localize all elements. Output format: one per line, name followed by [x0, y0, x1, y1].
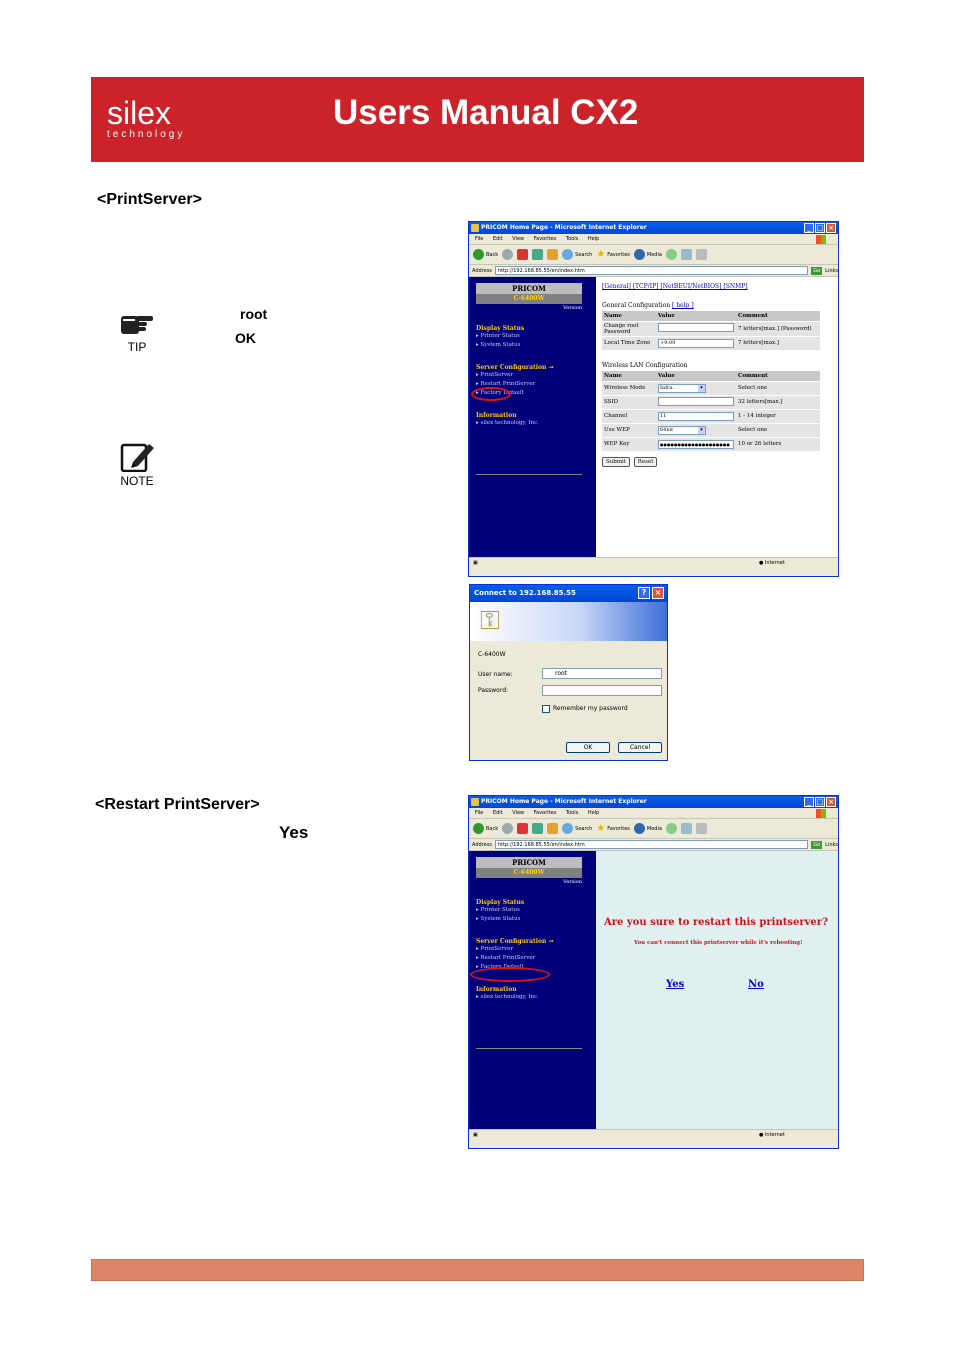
- remember-label: Remember my password: [553, 705, 628, 712]
- wireless-config-title: Wireless LAN Configuration: [602, 362, 688, 369]
- printserver-heading: <PrintServer>: [97, 191, 202, 208]
- menu-help[interactable]: Help: [587, 810, 600, 816]
- links-label[interactable]: Links: [825, 267, 838, 274]
- channel-input[interactable]: 11: [658, 412, 734, 421]
- back-arrow-icon: [473, 249, 484, 260]
- highlight-oval-restart: [470, 967, 550, 982]
- ie-titlebar: [469, 796, 838, 808]
- sidebar-item-restart[interactable]: ▸ Restart PrintServer: [476, 381, 536, 387]
- note-label: NOTE: [120, 474, 154, 488]
- favorites-button[interactable]: [596, 245, 630, 265]
- ie-window-icon: [471, 224, 479, 232]
- table-row: [602, 381, 820, 395]
- menu-help[interactable]: Help: [587, 236, 600, 242]
- footer-bar: [91, 1259, 864, 1281]
- dialog-title: Connect to 192.168.85.55: [474, 589, 576, 597]
- tip-label: TIP: [127, 340, 147, 354]
- row-comment: 32 letters[max.]: [736, 395, 820, 409]
- ie-window-printserver: [468, 221, 839, 577]
- display-status-heading: Display Status: [476, 899, 525, 906]
- ie-title-text: PRICOM Home Page - Microsoft Internet Explorer: [481, 798, 647, 805]
- company-label: silex technology, Inc.: [480, 420, 539, 426]
- search-button[interactable]: [562, 819, 592, 839]
- brand-model: C-6400W: [476, 868, 582, 878]
- address-input[interactable]: http://192.168.85.55/en/index.htm: [495, 840, 808, 849]
- stop-icon[interactable]: [517, 249, 528, 260]
- brand-version: Version: [563, 305, 582, 311]
- row-name: Channel: [602, 409, 656, 423]
- ie-title-text: PRICOM Home Page - Microsoft Internet Explorer: [481, 224, 647, 231]
- no-link[interactable]: No: [748, 979, 764, 990]
- page-icon: ▣: [473, 560, 478, 566]
- sidebar-item-factory[interactable]: ▸ Factory Default: [476, 964, 524, 970]
- row-comment: 7 letters[max.]: [736, 336, 820, 350]
- refresh-icon[interactable]: [532, 249, 543, 260]
- dialog-realm: C-6400W: [478, 651, 506, 658]
- forward-icon[interactable]: [502, 823, 513, 834]
- sidebar-item-printserver[interactable]: ▸ PrintServer: [476, 372, 513, 378]
- restart-label: Restart PrintServer: [480, 381, 536, 387]
- sidebar: [469, 277, 596, 557]
- sidebar-display-status: [476, 325, 596, 350]
- links-label[interactable]: Links: [825, 841, 838, 848]
- server-config-label: Server Configuration: [476, 364, 547, 371]
- sidebar-item-printserver[interactable]: ▸ PrintServer: [476, 946, 513, 952]
- system-status-label: System Status: [480, 916, 521, 922]
- menu-favorites[interactable]: Favorites: [533, 236, 557, 242]
- favorites-label: Favorites: [607, 251, 630, 258]
- dialog-banner: [470, 602, 667, 641]
- key-icon: ⊸: [548, 938, 554, 945]
- row-comment: 7 letters[max.] (Password): [736, 321, 820, 336]
- row-name: Change root Password: [602, 321, 656, 336]
- print-icon[interactable]: [696, 249, 707, 260]
- ie-menubar: [469, 234, 838, 245]
- sidebar-brand: [476, 857, 582, 885]
- search-label: Search: [575, 251, 593, 258]
- sidebar-item-printer-status[interactable]: ▸ Printer Status: [476, 907, 520, 913]
- windows-logo-icon: [816, 235, 826, 244]
- col-name: Name: [602, 371, 656, 381]
- table-row: [602, 395, 820, 409]
- media-icon: [634, 823, 645, 834]
- pointing-hand-icon: [119, 310, 155, 338]
- row-name: SSID: [602, 395, 656, 409]
- username-value: root: [555, 670, 568, 677]
- menu-view[interactable]: View: [512, 236, 525, 242]
- address-label: Address: [472, 267, 492, 274]
- ok-keyword: OK: [235, 330, 256, 346]
- search-button[interactable]: [562, 245, 592, 265]
- sidebar-information: [476, 986, 596, 1002]
- sidebar-item-printer-status[interactable]: ▸ Printer Status: [476, 333, 520, 339]
- forward-icon[interactable]: [502, 249, 513, 260]
- general-config-title: [602, 302, 838, 309]
- config-tab-links[interactable]: [General] [TCP/IP] [NetBEUI/NetBIOS] [SNMP]: [602, 283, 748, 290]
- restart-heading: <Restart PrintServer>: [95, 796, 260, 813]
- silex-logo: [107, 97, 185, 140]
- submit-button[interactable]: Submit: [602, 457, 630, 467]
- server-config-label: Server Configuration: [476, 938, 547, 945]
- star-icon: ★: [596, 822, 606, 834]
- password-label: Password:: [478, 687, 509, 694]
- refresh-icon[interactable]: [532, 823, 543, 834]
- col-value: Value: [656, 311, 736, 321]
- maximize-icon[interactable]: □: [816, 798, 824, 806]
- col-name: Name: [602, 311, 656, 321]
- sidebar-item-factory[interactable]: ▸ Factory Default: [476, 390, 524, 396]
- root-keyword: root: [240, 306, 268, 322]
- brand-version: Version: [563, 879, 582, 885]
- ie-addressbar: [469, 265, 838, 277]
- help-link[interactable]: [ help ]: [671, 302, 694, 309]
- root-password-input[interactable]: [658, 323, 734, 332]
- ie-page-body: [469, 851, 838, 1129]
- table-row: [602, 321, 820, 336]
- mail-icon[interactable]: [681, 249, 692, 260]
- sidebar-item-system-status[interactable]: ▸ System Status: [476, 342, 521, 348]
- sidebar: [469, 851, 596, 1129]
- go-button[interactable]: Go: [813, 841, 821, 848]
- sidebar-item-company[interactable]: ▸ silex technology, Inc.: [476, 420, 539, 426]
- close-icon[interactable]: ×: [652, 587, 664, 599]
- minimize-icon[interactable]: _: [804, 223, 814, 233]
- row-comment: 10 or 26 letters: [736, 437, 820, 451]
- ie-menubar: [469, 808, 838, 819]
- logo-word: silex: [107, 95, 172, 131]
- windows-logo-icon: [816, 809, 826, 818]
- yes-link[interactable]: Yes: [666, 979, 685, 990]
- ok-button[interactable]: OK: [566, 742, 610, 753]
- address-label: Address: [472, 841, 492, 848]
- wep-key-input[interactable]: ●●●●●●●●●●●●●●●●●●●●: [658, 440, 734, 449]
- table-row: [602, 336, 820, 350]
- key-icon: ⊸: [548, 364, 554, 371]
- wireless-mode-select[interactable]: Infra. ▾: [658, 384, 706, 393]
- back-label: Back: [486, 251, 499, 258]
- ie-window-icon: [471, 798, 479, 806]
- ie-addressbar: [469, 839, 838, 851]
- col-comment: Comment: [736, 371, 820, 381]
- logo-sub: technology: [107, 129, 186, 140]
- username-input[interactable]: [542, 668, 662, 679]
- general-title-text: General Configuration: [602, 302, 671, 309]
- use-wep-select[interactable]: 64bit ▾: [658, 426, 706, 435]
- menu-file[interactable]: File: [475, 810, 484, 816]
- help-icon[interactable]: ?: [638, 587, 650, 599]
- restart-warning: You can't connect this printserver while it's rebooting!: [634, 940, 803, 946]
- page-title: Users Manual CX2: [333, 93, 639, 132]
- internet-zone: ● Internet: [759, 1132, 785, 1138]
- row-comment: Select one: [736, 423, 820, 437]
- username-label: User name:: [478, 671, 513, 678]
- ssid-input[interactable]: [658, 397, 734, 406]
- minimize-icon[interactable]: _: [804, 797, 814, 807]
- sidebar-item-system-status[interactable]: ▸ System Status: [476, 916, 521, 922]
- brand-name: PRICOM: [476, 857, 582, 868]
- search-label: Search: [575, 825, 593, 832]
- brand-name: PRICOM: [476, 283, 582, 294]
- media-label: Media: [646, 251, 662, 258]
- search-icon: [562, 823, 573, 834]
- address-input[interactable]: http://192.168.85.55/en/index.htm: [495, 266, 808, 275]
- printer-status-label: Printer Status: [480, 333, 520, 339]
- close-icon[interactable]: ×: [826, 797, 836, 807]
- media-button[interactable]: [634, 819, 662, 839]
- sidebar-information: [476, 412, 596, 428]
- back-button[interactable]: [473, 819, 498, 839]
- home-icon[interactable]: [547, 823, 558, 834]
- ie-toolbar: [469, 819, 838, 839]
- media-icon: [634, 249, 645, 260]
- go-button[interactable]: Go: [813, 267, 821, 274]
- sidebar-divider: [476, 1048, 582, 1049]
- login-dialog: [469, 584, 668, 761]
- sidebar-item-company[interactable]: ▸ silex technology, Inc.: [476, 994, 539, 1000]
- reset-button[interactable]: Reset: [634, 457, 658, 467]
- search-icon: [562, 249, 573, 260]
- table-row: [602, 409, 820, 423]
- company-label: silex technology, Inc.: [480, 994, 539, 1000]
- history-icon[interactable]: [666, 249, 677, 260]
- note-icon: [117, 440, 157, 494]
- dialog-titlebar: [470, 585, 667, 602]
- ie-page-body: [469, 277, 838, 557]
- tip-icon: [117, 310, 157, 364]
- favorites-label: Favorites: [607, 825, 630, 832]
- printer-status-label: Printer Status: [480, 907, 520, 913]
- menu-edit[interactable]: Edit: [492, 810, 503, 816]
- mail-icon[interactable]: [681, 823, 692, 834]
- back-button[interactable]: [473, 245, 498, 265]
- restart-confirm-pane: [596, 851, 838, 1129]
- printserver-label: PrintServer: [480, 946, 513, 952]
- header-banner: [91, 77, 864, 162]
- row-comment: 1 - 14 integer: [736, 409, 820, 423]
- col-comment: Comment: [736, 311, 820, 321]
- menu-view[interactable]: View: [512, 810, 525, 816]
- favorites-button[interactable]: [596, 819, 630, 839]
- col-value: Value: [656, 371, 736, 381]
- display-status-heading: Display Status: [476, 325, 525, 332]
- menu-file[interactable]: File: [475, 236, 484, 242]
- row-name: Wireless Mode: [602, 381, 656, 395]
- printserver-label: PrintServer: [480, 372, 513, 378]
- row-name: Local Time Zone: [602, 336, 656, 350]
- server-config-heading: [476, 938, 596, 945]
- sidebar-display-status: [476, 899, 596, 924]
- media-label: Media: [646, 825, 662, 832]
- restart-question: Are you sure to restart this printserver?: [604, 917, 828, 928]
- menu-favorites[interactable]: Favorites: [533, 810, 557, 816]
- timezone-input[interactable]: +9:00: [658, 339, 734, 348]
- config-content: [596, 277, 838, 557]
- star-icon: ★: [596, 248, 606, 260]
- zone-label: Internet: [764, 1132, 785, 1138]
- home-icon[interactable]: [547, 249, 558, 260]
- wireless-config-table: [602, 371, 820, 451]
- information-heading: Information: [476, 412, 517, 419]
- history-icon[interactable]: [666, 823, 677, 834]
- general-config-table: [602, 311, 820, 350]
- highlight-oval-printserver: [471, 387, 511, 401]
- menu-tools[interactable]: Tools: [565, 810, 579, 816]
- notepad-pencil-icon: [119, 440, 155, 472]
- table-row: [602, 437, 820, 451]
- row-name: WEP Key: [602, 437, 656, 451]
- sidebar-item-restart[interactable]: ▸ Restart PrintServer: [476, 955, 536, 961]
- menu-edit[interactable]: Edit: [492, 236, 503, 242]
- information-heading: Information: [476, 986, 517, 993]
- row-name: Use WEP: [602, 423, 656, 437]
- ie-toolbar: [469, 245, 838, 265]
- media-button[interactable]: [634, 245, 662, 265]
- print-icon[interactable]: [696, 823, 707, 834]
- back-label: Back: [486, 825, 499, 832]
- internet-zone: ● Internet: [759, 560, 785, 566]
- sidebar-divider: [476, 474, 582, 475]
- maximize-icon[interactable]: □: [816, 224, 824, 232]
- restart-label: Restart PrintServer: [480, 955, 536, 961]
- page-icon: ▣: [473, 1132, 478, 1138]
- stop-icon[interactable]: [517, 823, 528, 834]
- menu-tools[interactable]: Tools: [565, 236, 579, 242]
- yes-keyword: Yes: [279, 823, 309, 842]
- password-input[interactable]: [542, 685, 662, 696]
- zone-label: Internet: [764, 560, 785, 566]
- factory-label: Factory Default: [480, 964, 524, 970]
- brand-model: C-6400W: [476, 294, 582, 304]
- remember-checkbox[interactable]: [542, 705, 550, 713]
- ie-statusbar: [469, 1129, 838, 1139]
- ie-statusbar: [469, 557, 838, 567]
- sidebar-brand: [476, 283, 582, 311]
- system-status-label: System Status: [480, 342, 521, 348]
- keys-icon: ⚿: [480, 606, 500, 636]
- back-arrow-icon: [473, 823, 484, 834]
- cancel-button[interactable]: Cancel: [618, 742, 662, 753]
- ie-titlebar: [469, 222, 838, 234]
- form-buttons: [602, 457, 838, 467]
- factory-label: Factory Default: [480, 390, 524, 396]
- row-comment: Select one: [736, 381, 820, 395]
- server-config-heading: [476, 364, 596, 371]
- close-icon[interactable]: ×: [826, 223, 836, 233]
- table-row: [602, 423, 820, 437]
